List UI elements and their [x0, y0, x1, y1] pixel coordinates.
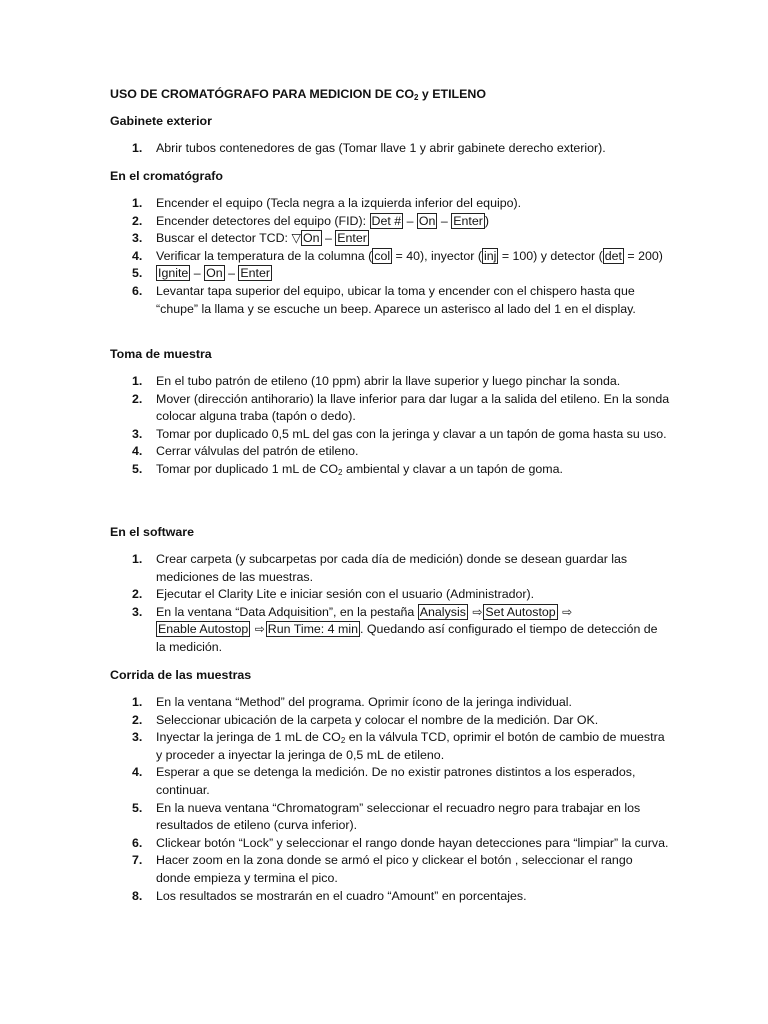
text-run: Esperar a que se detenga la medición. De no existir patrones distintos a los esperados, continuar. — [156, 765, 636, 797]
text-run: En la nueva ventana “Chromatogram” seleccionar el recuadro negro para trabajar en los resultados de etileno (curva inferior). — [156, 800, 641, 833]
subscript-2: 2 — [338, 467, 343, 477]
key-ignite: Ignite — [158, 266, 189, 281]
key-col: col — [374, 248, 391, 263]
key-enter: Enter — [453, 213, 483, 228]
text-run: . Quedando así configurado el tiempo de detección de la medición. — [156, 622, 658, 654]
text-run: Los resultados se mostrarán en el cuadro “Amount” en porcentajes. — [156, 888, 527, 903]
list-item: 4. Cerrar válvulas del patrón de etileno. — [132, 444, 359, 459]
list-toma — [110, 373, 670, 479]
list-item: 6. Levantar tapa superior del equipo, ubicar la toma y encender con el chispero hasta que “chupe” la llama y se escuche un beep. Aparece un asterisco al lado del 1 en el display. — [132, 283, 636, 316]
list-item: 6. Clickear botón “Lock” y seleccionar el rango donde hayan detecciones para “limpiar” la curva. — [132, 835, 669, 850]
subscript-2: 2 — [414, 93, 419, 102]
text-run: Ejecutar el Clarity Lite e iniciar sesión con el usuario (Administrador). — [156, 587, 535, 602]
text-run: En el tubo patrón de etileno (10 ppm) abrir la llave superior y luego pinchar la sonda. — [156, 374, 621, 388]
list-item: 1. Abrir tubos contenedores de gas (Tomar llave 1 y abrir gabinete derecho exterior). — [132, 141, 606, 155]
text-run: ambiental y clavar a un tapón de goma. — [342, 461, 563, 476]
down-triangle-icon: ▽ — [291, 231, 301, 246]
text-run: Encender detectores del equipo (FID): — [156, 213, 370, 228]
text-run: y ETILENO — [418, 87, 486, 101]
key-det: det — [604, 248, 622, 263]
heading-cromatografo: En el cromatógrafo — [110, 169, 223, 183]
key-on: On — [302, 231, 320, 246]
list-corrida — [110, 694, 670, 905]
list-item: 5. Tomar por duplicado 1 mL de $CO_2$ ambiental y clavar a un tapón de goma. — [132, 461, 563, 477]
arrow-right-icon: ⇨ — [472, 604, 483, 619]
key-on: On — [206, 266, 223, 281]
list-item: 3. Buscar el detector TCD: ▽ On – Enter — [132, 231, 367, 246]
list-item: 7. Hacer zoom en la zona donde se armó el pico y clickear el botón , seleccionar el rango donde empieza y termina el pico. — [132, 853, 633, 885]
option-enable-autostop: Enable Autostop — [158, 622, 249, 637]
text-run: Levantar tapa superior del equipo, ubicar la toma y encender con el chispero hasta que “chupe” la llama y se escuche un beep. Aparece un asterisco al lado del 1 en el display. — [156, 283, 636, 316]
menu-set-autostop: Set Autostop — [485, 604, 556, 619]
list-item: 5. Ignite – On – Enter — [132, 266, 271, 281]
list-item: 3. Inyectar la jeringa de 1 mL de $CO_2$ en la válvula TCD, oprimir el botón de cambio de muestra y proceder a inyectar la jeringa de 0,5 mL de etileno. — [132, 730, 665, 762]
arrow-right-icon: ⇨ — [562, 604, 573, 619]
list-item: 1. Encender el equipo (Tecla negra a la izquierda inferior del equipo). — [132, 196, 522, 210]
text-run: Crear carpeta (y subcarpetas por cada día de medición) donde se desean guardar las mediciones de las muestras. — [156, 552, 628, 584]
text-run: Cerrar válvulas del patrón de etileno. — [156, 444, 359, 459]
heading-software: En el software — [110, 525, 195, 539]
text-run: Clickear botón “Lock” y seleccionar el rango donde hayan detecciones para “limpiar” la curva. — [156, 835, 669, 850]
text-run: En la ventana “Data Adquisition”, en la pestaña — [156, 604, 418, 619]
key-enter: Enter — [240, 266, 271, 281]
text-run: = 100) y detector ( — [498, 248, 603, 263]
text-run: = 40), inyector ( — [392, 248, 482, 263]
text-run: Tomar por duplicado 1 mL de CO — [156, 461, 339, 476]
text-run: Buscar el detector TCD: — [156, 231, 292, 246]
list-item: 2. Mover (dirección antihorario) la llave inferior para dar lugar a la salida del etileno. En la sonda colocar alguna traba (tapón o dedo). — [132, 391, 670, 424]
list-item: 1. En la ventana “Method” del programa. Oprimir ícono de la jeringa individual. — [132, 695, 572, 709]
text-run: = 200) — [623, 248, 663, 263]
text-run: Hacer zoom en la zona donde se armó el pico y clickear el botón , seleccionar el rango donde empieza y termina el pico. — [156, 853, 633, 885]
arrow-right-icon: ⇨ — [254, 622, 265, 637]
list-software — [110, 551, 670, 657]
list-item: 2. Seleccionar ubicación de la carpeta y colocar el nombre de la medición. Dar OK. — [132, 712, 599, 727]
heading-corrida: Corrida de las muestras — [110, 668, 252, 682]
key-on: On — [418, 213, 436, 228]
list-cromatografo — [110, 195, 670, 318]
text-run: USO DE CROMATÓGRAFO PARA MEDICION DE CO — [110, 87, 415, 101]
list-item: 4. Esperar a que se detenga la medición. De no existir patrones distintos a los esperados, continuar. — [132, 765, 636, 797]
list-item: 5. En la nueva ventana “Chromatogram” seleccionar el recuadro negro para trabajar en los resultados de etileno (curva inferior). — [132, 800, 641, 833]
text-run: Abrir tubos contenedores de gas (Tomar llave 1 y abrir gabinete derecho exterior). — [156, 141, 606, 155]
field-run-time: Run Time: 4 min — [267, 622, 358, 637]
key-det: Det # — [371, 213, 402, 228]
tab-analysis: Analysis — [419, 604, 466, 619]
text-run: Encender el equipo (Tecla negra a la izquierda inferior del equipo). — [156, 196, 522, 210]
page-title — [110, 86, 486, 104]
list-item: 1. Crear carpeta (y subcarpetas por cada día de medición) donde se desean guardar las mediciones de las muestras. — [132, 552, 628, 584]
list-item: 3. En la ventana “Data Adquisition”, en la pestaña Analysis ⇨ Set Autostop ⇨ Enable Autostop ⇨ Run Time: 4 min . Quedando así configurado el tiempo de detección de la medición. — [132, 604, 658, 654]
list-gabinete — [110, 140, 670, 158]
heading-toma: Toma de muestra — [110, 347, 212, 361]
text-run: Seleccionar ubicación de la carpeta y colocar el nombre de la medición. Dar OK. — [156, 712, 599, 727]
key-enter: Enter — [337, 231, 367, 246]
list-item: 8. Los resultados se mostrarán en el cuadro “Amount” en porcentajes. — [132, 888, 527, 903]
list-item: 2. Ejecutar el Clarity Lite e iniciar sesión con el usuario (Administrador). — [132, 587, 535, 602]
subscript-2: 2 — [340, 736, 346, 746]
text-run: Tomar por duplicado 0,5 mL del gas con la jeringa y clavar a un tapón de goma hasta su uso. — [156, 426, 667, 441]
key-inj: inj — [483, 248, 497, 263]
text-run: Verificar la temperatura de la columna ( — [156, 248, 373, 263]
heading-gabinete: Gabinete exterior — [110, 114, 212, 128]
list-item: 1. En el tubo patrón de etileno (10 ppm) abrir la llave superior y luego pinchar la sonda. — [132, 374, 621, 388]
list-item: 3. Tomar por duplicado 0,5 mL del gas con la jeringa y clavar a un tapón de goma hasta su uso. — [132, 426, 667, 441]
list-item: 4. Verificar la temperatura de la columna ( col = 40), inyector ( inj = 100) y detector ( det = 200) — [132, 248, 663, 263]
text-run: Inyectar la jeringa de 1 mL de CO — [156, 730, 341, 745]
text-run: en la válvula TCD, oprimir el botón de cambio de muestra y proceder a inyectar la jeringa de 0,5 mL de etileno. — [156, 730, 665, 762]
list-item: 2. Encender detectores del equipo (FID): Det # – On – Enter ) — [132, 213, 489, 228]
text-run: En la ventana “Method” del programa. Oprimir ícono de la jeringa individual. — [156, 695, 572, 709]
text-run: Mover (dirección antihorario) la llave inferior para dar lugar a la salida del etileno. En la sonda colocar alguna traba (tapón o dedo). — [156, 391, 670, 424]
